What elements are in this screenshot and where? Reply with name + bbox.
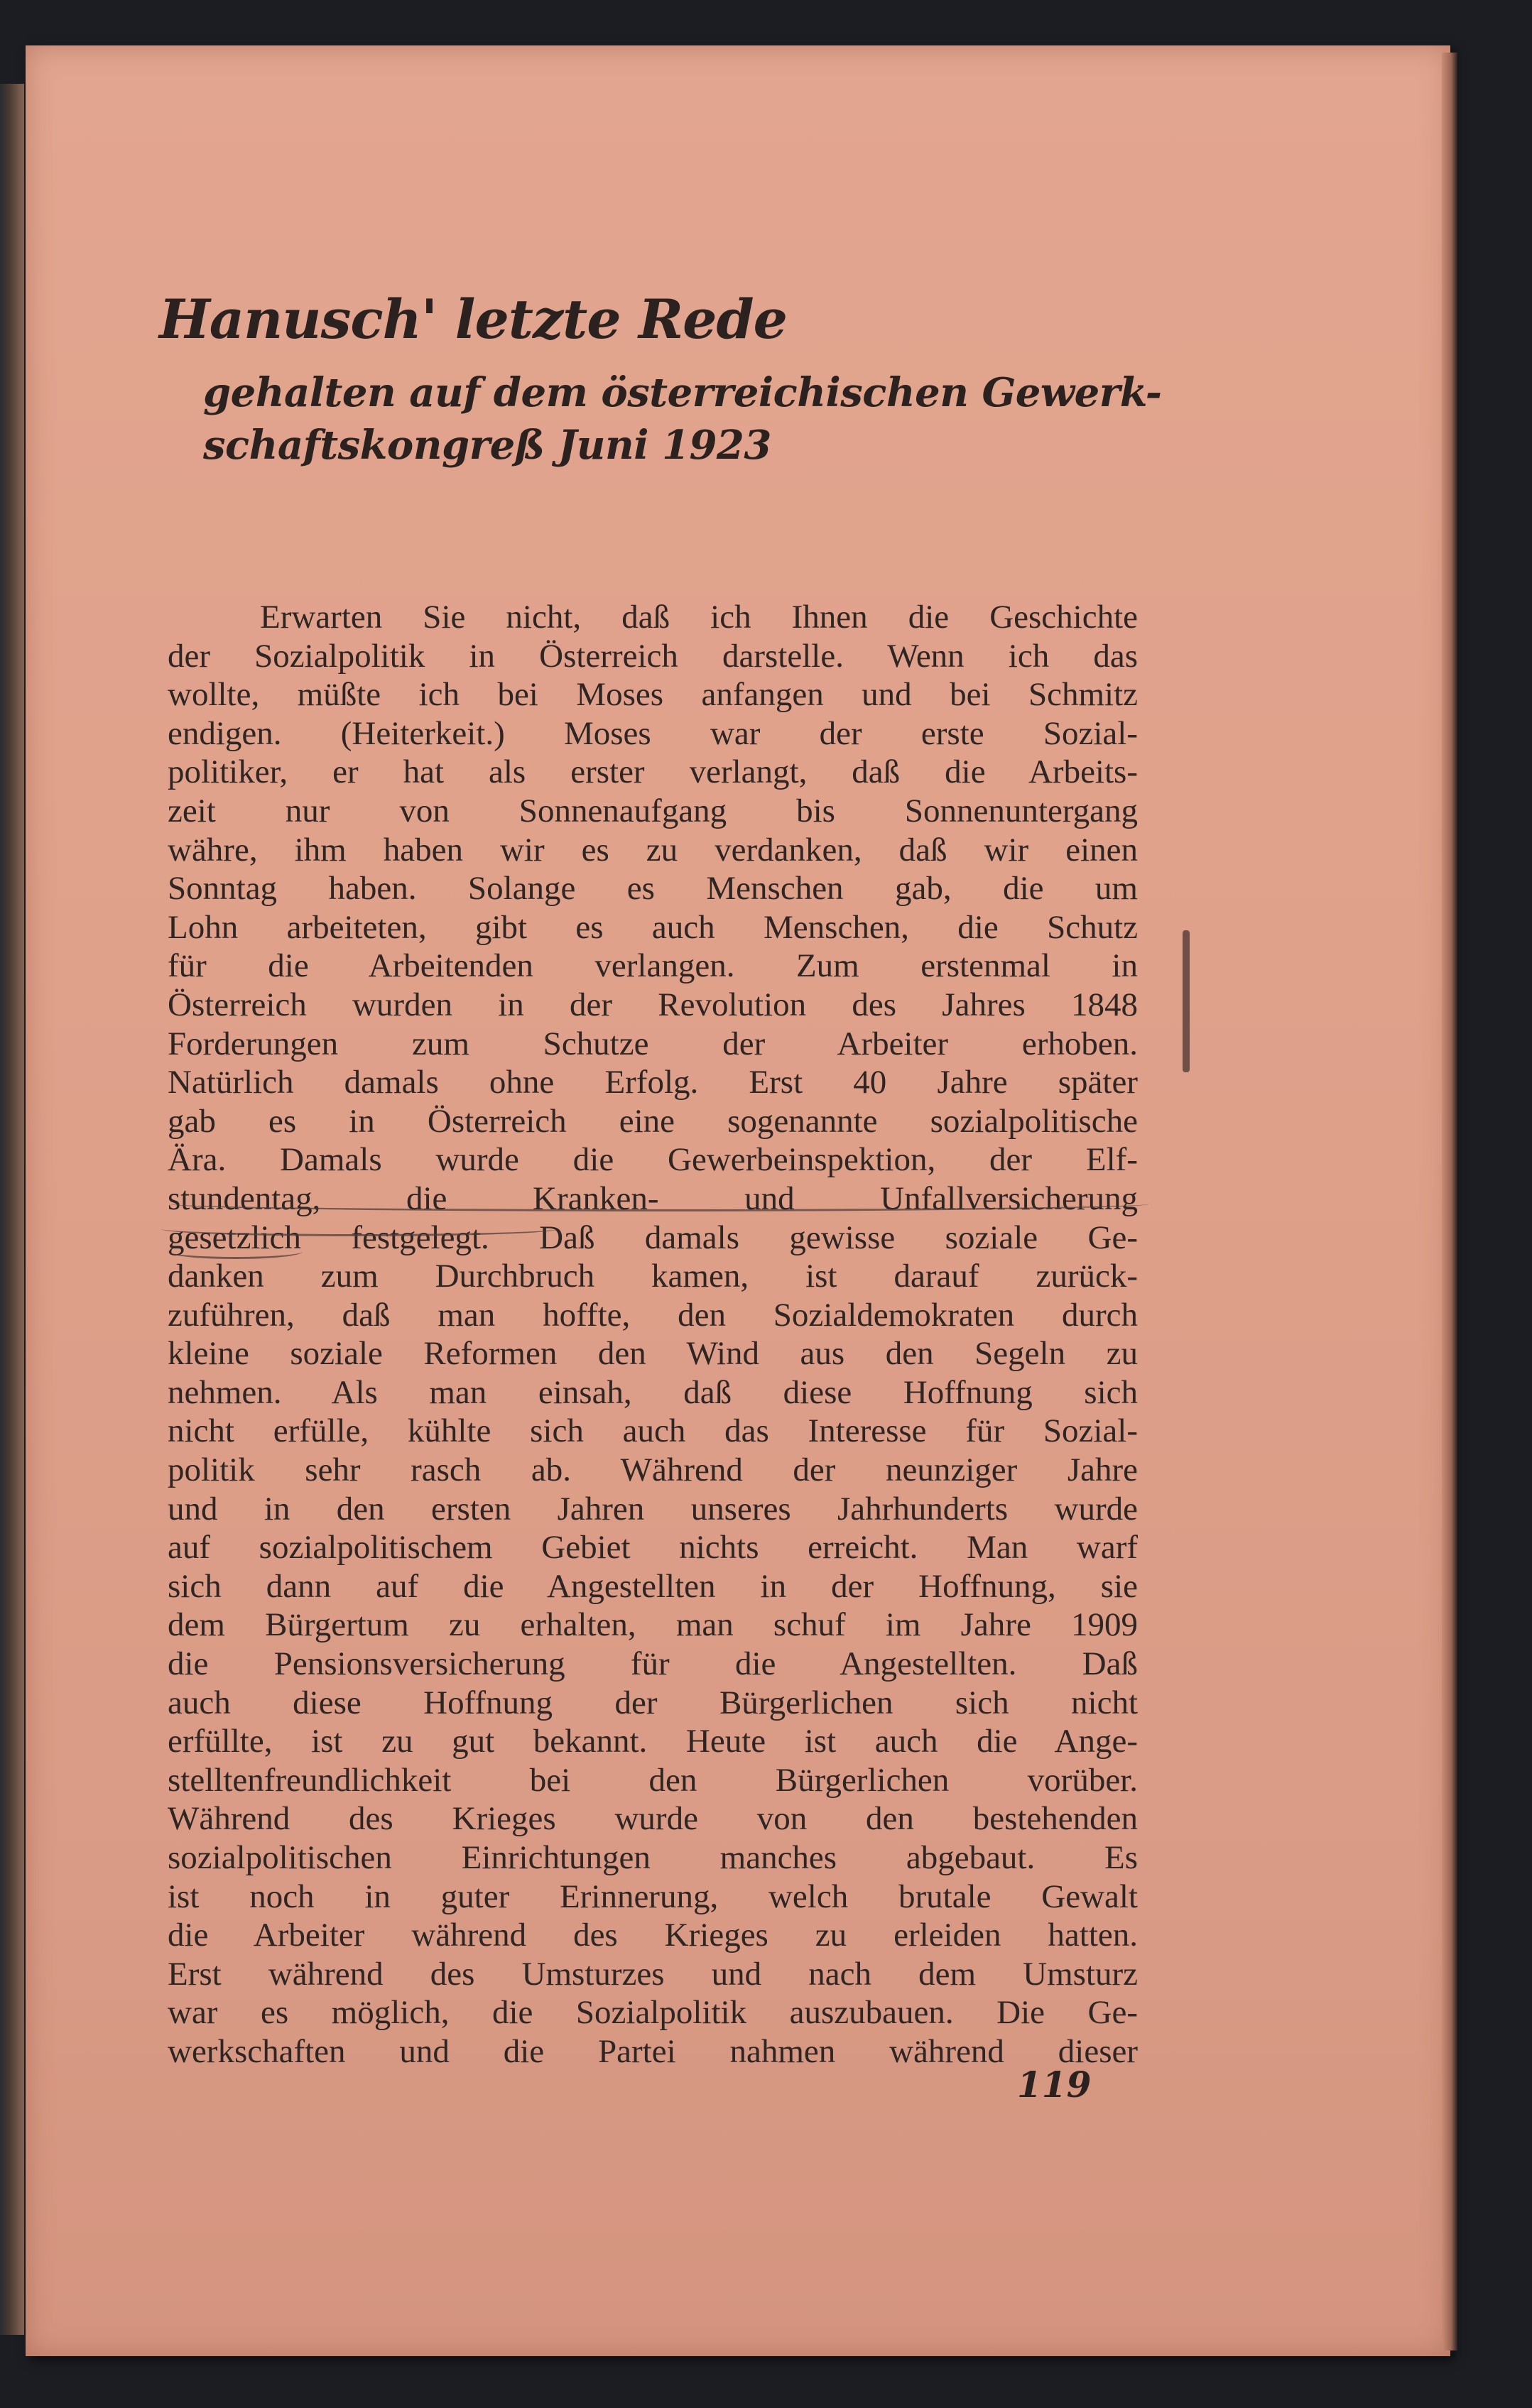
margin-pencil-mark: [1183, 930, 1190, 1072]
text-line: sich dann auf die Angestellten in der Hoffnung, sie: [168, 1567, 1138, 1605]
text-line: erfüllte, ist zu gut bekannt. Heute ist auch die Ange-: [168, 1723, 1138, 1760]
text-line: auch diese Hoffnung der Bürgerlichen sich nicht: [168, 1684, 1138, 1721]
page-edge: [1442, 53, 1457, 2350]
text-line: wollte, müßte ich bei Moses anfangen und bei Schmitz: [168, 676, 1138, 714]
text-line: Während des Krieges wurde von den bestehenden: [168, 1800, 1138, 1838]
text-line: die Arbeiter während des Krieges zu erleiden hatten.: [168, 1917, 1138, 1954]
text-line: politik sehr rasch ab. Während der neunziger Jahre: [168, 1451, 1138, 1489]
text-line: werkschaften und die Partei nahmen während dieser: [168, 2032, 1138, 2070]
text-line: Erst während des Umsturzes und nach dem Umsturz: [168, 1955, 1138, 1993]
text-line: gesetzlich festgelegt. Daß damals gewisse soziale Ge-: [168, 1219, 1138, 1256]
pencil-underline: [169, 1197, 1149, 1211]
pencil-underline: [161, 1221, 558, 1236]
text-line: kleine soziale Reformen den Wind aus den Segeln zu: [168, 1335, 1138, 1373]
page-number: 119: [1017, 2064, 1092, 2105]
text-line: stundentag, die Kranken- und Unfallversicherung: [168, 1180, 1138, 1217]
text-line: ist noch in guter Erinnerung, welch brutale Gewalt: [168, 1878, 1138, 1915]
text-line: sozialpolitischen Einrichtungen manches abgebaut. Es: [168, 1839, 1138, 1876]
subheading-line: gehalten auf dem österreichischen Gewerk-: [203, 369, 1162, 416]
text-line: zeit nur von Sonnenaufgang bis Sonnenuntergang: [168, 792, 1138, 829]
text-line: die Pensionsversicherung für die Angestellten. Daß: [168, 1645, 1138, 1683]
text-line: dem Bürgertum zu erhalten, man schuf im Jahre 1909: [168, 1606, 1138, 1644]
text-line: und in den ersten Jahren unseres Jahrhunderts wurde: [168, 1490, 1138, 1527]
body-text: [168, 598, 1138, 2071]
text-line: zuführen, daß man hoffte, den Sozialdemokraten durch: [168, 1296, 1138, 1334]
text-line: stelltenfreundlichkeit bei den Bürgerlichen vorüber.: [168, 1761, 1138, 1799]
text-line: Österreich wurden in der Revolution des Jahres 1848: [168, 986, 1138, 1023]
chapter-heading: Hanusch' letzte Rede: [159, 288, 788, 351]
text-line: Natürlich damals ohne Erfolg. Erst 40 Jahre später: [168, 1064, 1138, 1101]
text-line: Erwarten Sie nicht, daß ich Ihnen die Geschichte: [260, 599, 1138, 636]
text-line: Lohn arbeiteten, gibt es auch Menschen, die Schutz: [168, 908, 1138, 946]
text-line: endigen. (Heiterkeit.) Moses war der erste Sozial-: [168, 714, 1138, 752]
text-line: der Sozialpolitik in Österreich darstelle. Wenn ich das: [168, 637, 1138, 675]
text-line: währe, ihm haben wir es zu verdanken, daß wir einen: [168, 831, 1138, 868]
subheading-line: schaftskongreß Juni 1923: [203, 422, 771, 469]
text-line: war es möglich, die Sozialpolitik auszubauen. Die Ge-: [168, 1994, 1138, 2032]
text-line: politiker, er hat als erster verlangt, daß die Arbeits-: [168, 753, 1138, 791]
text-line: nicht erfülle, kühlte sich auch das Interesse für Sozial-: [168, 1412, 1138, 1450]
text-line: Sonntag haben. Solange es Menschen gab, die um: [168, 870, 1138, 908]
text-line: Ära. Damals wurde die Gewerbeinspektion, der Elf-: [168, 1141, 1138, 1179]
text-line: gab es in Österreich eine sogenannte sozialpolitische: [168, 1102, 1138, 1140]
pencil-underline: [168, 1244, 303, 1259]
book-spine: [0, 84, 24, 2335]
text-line: auf sozialpolitischem Gebiet nichts erreicht. Man warf: [168, 1529, 1138, 1567]
text-line: für die Arbeitenden verlangen. Zum erstenmal in: [168, 947, 1138, 985]
text-line: Forderungen zum Schutze der Arbeiter erhoben.: [168, 1025, 1138, 1062]
text-line: danken zum Durchbruch kamen, ist darauf zurück-: [168, 1258, 1138, 1295]
text-line: nehmen. Als man einsah, daß diese Hoffnung sich: [168, 1373, 1138, 1411]
